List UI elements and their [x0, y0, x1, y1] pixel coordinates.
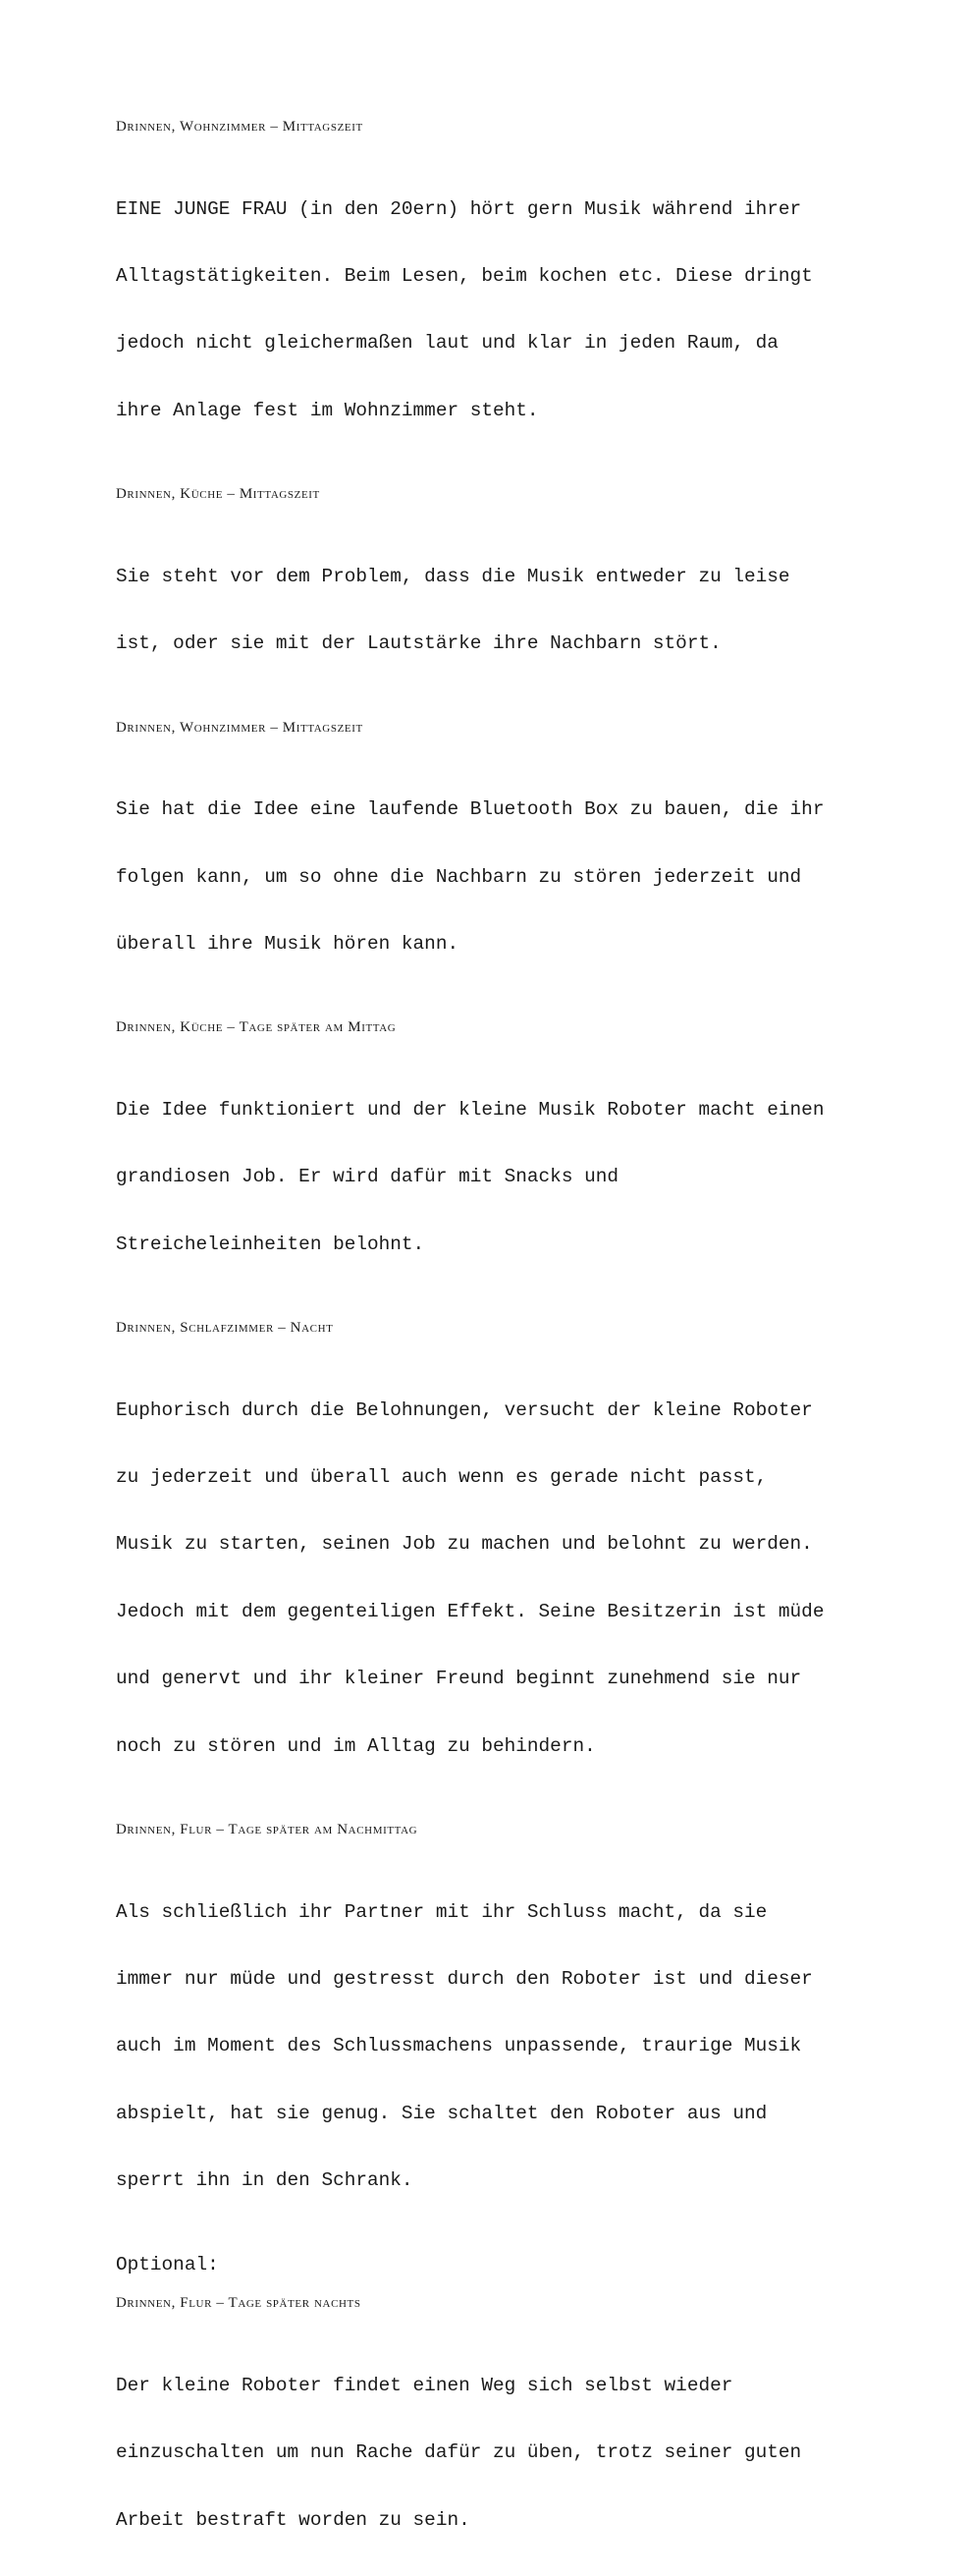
action-line: einzuschalten um nun Rache dafür zu üben, trotz seiner guten — [116, 2441, 802, 2464]
action-line: folgen kann, um so ohne die Nachbarn zu stören jederzeit und — [116, 865, 802, 888]
action-line: Sie hat die Idee eine laufende Bluetooth Box zu bauen, die ihr — [116, 798, 825, 821]
action-block-1 — [116, 153, 862, 466]
action-line: abspielt, hat sie genug. Sie schaltet den Roboter aus und — [116, 2102, 768, 2124]
action-line: jedoch nicht gleichermaßen laut und klar in jeden Raum, da — [116, 332, 779, 355]
action-line: ihre Anlage fest im Wohnzimmer steht. — [116, 399, 539, 421]
optional-label: Optional: — [116, 2253, 219, 2275]
scene-heading-2: Drinnen, Küche – Mittagszeit — [116, 486, 320, 503]
script-page — [116, 116, 862, 2576]
scene-heading-3: Drinnen, Wohnzimmer – Mittagszeit — [116, 719, 363, 736]
action-line: immer nur müde und gestresst durch den Roboter ist und dieser — [116, 1967, 813, 1990]
action-block-2 — [116, 521, 862, 699]
action-line: Sie steht vor dem Problem, dass die Musik entweder zu leise — [116, 565, 790, 587]
action-block-4 — [116, 1054, 862, 1300]
action-line: noch zu stören und im Alltag zu behindern. — [116, 1734, 596, 1757]
scene-heading-5: Drinnen, Schlafzimmer – Nacht — [116, 1320, 334, 1337]
action-line: Euphorisch durch die Belohnungen, versucht der kleine Roboter — [116, 1398, 813, 1421]
action-line: Als schließlich ihr Partner mit ihr Schluss macht, da sie — [116, 1900, 768, 1923]
action-block-5 — [116, 1354, 862, 1802]
action-line: Alltagstätigkeiten. Beim Lesen, beim kochen etc. Diese dringt — [116, 264, 813, 287]
action-block-optional — [116, 2329, 862, 2576]
action-line: Arbeit bestraft worden zu sein. — [116, 2508, 470, 2531]
action-line: EINE JUNGE FRAU (in den 20ern) hört gern Musik während ihrer — [116, 197, 802, 220]
action-line: zu jederzeit und überall auch wenn es gerade nicht passt, — [116, 1466, 768, 1489]
scene-heading-4: Drinnen, Küche – Tage später am Mittag — [116, 1019, 397, 1036]
scene-heading-6: Drinnen, Flur – Tage später am Nachmittag — [116, 1822, 418, 1837]
action-line: Die Idee funktioniert und der kleine Musik Roboter macht einen — [116, 1098, 825, 1121]
action-line: überall ihre Musik hören kann. — [116, 932, 459, 955]
scene-heading-1: Drinnen, Wohnzimmer – Mittagszeit — [116, 119, 363, 135]
action-line: Streicheleinheiten belohnt. — [116, 1233, 425, 1255]
action-line: ist, oder sie mit der Lautstärke ihre Nachbarn stört. — [116, 632, 722, 655]
action-line: Der kleine Roboter findet einen Weg sich selbst wieder — [116, 2374, 733, 2396]
action-block-6 — [116, 1856, 862, 2237]
action-line: sperrt ihn in den Schrank. — [116, 2169, 413, 2192]
action-line: Musik zu starten, seinen Job zu machen und belohnt zu werden. — [116, 1533, 813, 1556]
action-line: grandiosen Job. Er wird dafür mit Snacks und — [116, 1166, 618, 1188]
action-line: auch im Moment des Schlussmachens unpassende, traurige Musik — [116, 2035, 802, 2057]
action-line: und genervt und ihr kleiner Freund beginnt zunehmend sie nur — [116, 1668, 802, 1690]
action-line: Jedoch mit dem gegenteiligen Effekt. Seine Besitzerin ist müde — [116, 1600, 825, 1622]
action-block-3 — [116, 754, 862, 1001]
scene-heading-optional: Drinnen, Flur – Tage später nachts — [116, 2295, 361, 2312]
